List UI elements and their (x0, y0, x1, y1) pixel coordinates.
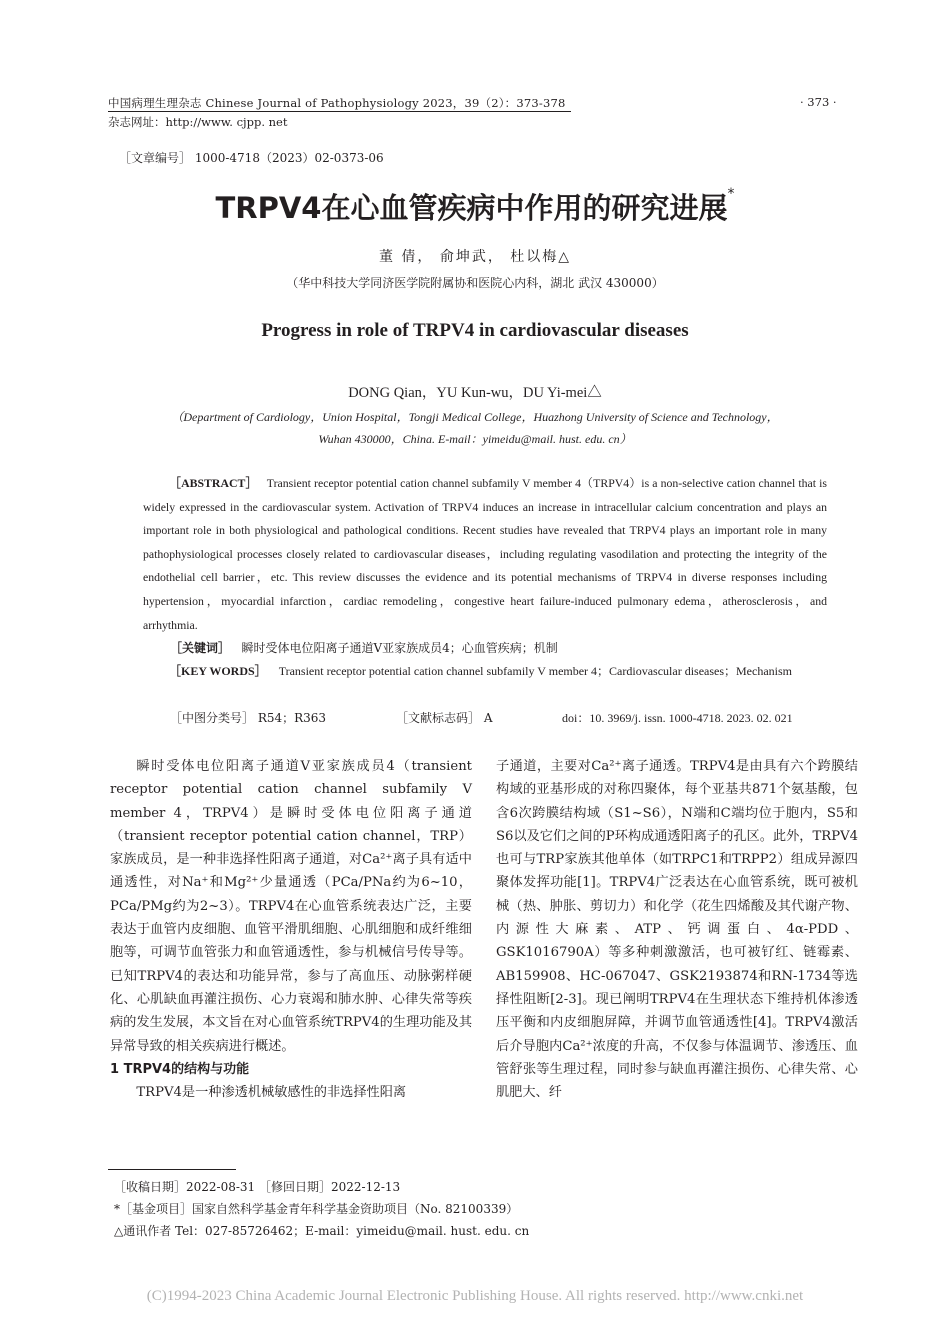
keywords-cn-label: ［关键词］ (170, 641, 231, 655)
body-left-column (110, 755, 472, 1104)
body-paragraph-intro: 瞬时受体电位阳离子通道Ⅴ亚家族成员4（transient receptor potential cation channel subfamily V member 4，TRPV4）是瞬时受体电位阳离子通道（transient receptor potential cation channel，TRP）家族成员，是一种非选择性阳离子通道，对Ca²⁺离子具有适中通透性，对Na⁺和Mg²⁺少量通透（PCa/PNa约为6~10，PCa/PMg约为2~3）。TRPV4在心血管系统表达广泛，主要表达于血管内皮细胞、血管平滑肌细胞、心肌细胞和成纤维细胞等，可调节血管张力和血管通透性，参与机械信号传导等。已知TRPV4的表达和功能异常，参与了高血压、动脉粥样硬化、心肌缺血再灌注损伤、心力衰竭和肺水肿、心律失常等疾病的发生发展，本文旨在对心血管系统TRPV4的生理功能及其异常导致的相关疾病进行概述。 (110, 759, 473, 1054)
journal-header: 中国病理生理杂志 Chinese Journal of Pathophysiology 2023，39（2）：373-378 (108, 96, 566, 110)
body-paragraph-continued: 子通道，主要对Ca²⁺离子通透。TRPV4是由具有六个跨膜结构域的亚基形成的对称四聚体，每个亚基共871个氨基酸，包含6次跨膜结构域（S1~S6），N端和C端均位于胞内，S5和S6以及它们之间的P环构成通透阳离子的孔区。此外，TRPV4也可与TRP家族其他单体（如TRPC1和TRPP2）组成异源四聚体发挥功能[1]。TRPV4广泛表达在心血管系统，既可被机械（热、肿胀、剪切力）和化学（花生四烯酸及其代谢产物、内源性大麻素、ATP、钙调蛋白、4α-PDD、GSK1016790A）等多种刺激激活，也可被钌红、链霉素、AB159908、HC-067047、GSK2193874和RN-1734等选择性阻断[2-3]。现已阐明TRPV4在生理状态下维持机体渗透压平衡和内皮细胞屏障，并调节血管通透性[4]。TRPV4激活后介导胞内Ca²⁺浓度的升高，不仅参与体温调节、渗透压、血管舒张等生理过程，同时参与缺血再灌注损伤、心律失常、心肌肥大、纤 (496, 759, 858, 1101)
affiliation-en (120, 406, 830, 450)
authors-en: DONG Qian，YU Kun-wu，DU Yi-mei△ (348, 385, 602, 401)
keywords-en-label: ［KEY WORDS］ (169, 664, 267, 678)
title-footnote-mark: * (727, 186, 735, 202)
affiliation-cn: （华中科技大学同济医学院附属协和医院心内科，湖北 武汉 430000） (286, 276, 664, 290)
classification-number: ［中图分类号］ R54；R363 (170, 711, 327, 725)
abstract-label: ［ABSTRACT］ (169, 476, 258, 490)
authors-cn: 董 倩， 俞坤武， 杜以梅△ (378, 249, 572, 265)
page-number: · 373 · (800, 95, 837, 109)
header-rule (108, 111, 571, 112)
article-number: ［文章编号］ 1000-4718（2023）02-0373-06 (119, 151, 384, 165)
corresponding-author: △通讯作者 Tel：027-85726462；E-mail：yimeidu@mail. hust. edu. cn (114, 1224, 530, 1238)
copyright-watermark: (C)1994-2023 China Academic Journal Electronic Publishing House. All rights reserved. http://www.cnki.net (146, 1288, 804, 1304)
footnote-rule (108, 1169, 236, 1170)
body-paragraph-section-1: TRPV4是一种渗透机械敏感性的非选择性阳离 (136, 1085, 407, 1101)
section-heading-1: 1 TRPV4的结构与功能 (110, 1061, 250, 1077)
funding-note: *［基金项目］国家自然科学基金青年科学基金资助项目（No. 82100339） (114, 1202, 519, 1216)
affiliation-en-line-2: Wuhan 430000，China. E-mail：yimeidu@mail. hust. edu. cn） (318, 432, 632, 446)
title-en: Progress in role of TRPV4 in cardiovascular diseases (261, 320, 689, 341)
keywords-cn-text: 瞬时受体电位阳离子通道Ⅴ亚家族成员4；心血管疾病；机制 (241, 641, 558, 655)
abstract-text: Transient receptor potential cation channel subfamily V member 4（TRPV4）is a non-selective cation channel that is widely expressed in the cardiovascular system. Activation of TRPV4 induces an increase in intracellular calcium concentration and plays an important role in both physiological and pathological conditions. Recent studies have revealed that TRPV4 plays an important role in many pathophysiological processes closely related to cardiovascular diseases，including regulating vasodilation and protecting the integrity of the endothelial cell barrier，etc. This review discusses the evidence and its potential mechanisms of TRPV4 in diverse responses including hypertension，myocardial infarction，cardiac remodeling，congestive heart failure-induced pulmonary edema，atherosclerosis，and arrhythmia. (143, 476, 827, 632)
document-code: ［文献标志码］ A (396, 711, 493, 725)
keywords-en-text: Transient receptor potential cation channel subfamily V member 4；Cardiovascular diseases；Mechanism (278, 664, 792, 678)
body-right-column (496, 755, 858, 1104)
title-cn-text: TRPV4在心血管疾病中作用的研究进展 (215, 191, 728, 225)
abstract (143, 472, 827, 637)
keywords-en (143, 660, 827, 684)
keywords-cn (170, 637, 558, 661)
affiliation-en-line-1: （Department of Cardiology，Union Hospital，Tongji Medical College，Huazhong University of Science and Technology， (171, 410, 779, 424)
doi: doi：10. 3969/j. issn. 1000-4718. 2023. 02. 021 (562, 711, 793, 725)
received-revised-dates: ［收稿日期］2022-08-31 ［修回日期］2022-12-13 (114, 1180, 401, 1194)
title-cn (0, 186, 950, 227)
journal-website: 杂志网址：http://www. cjpp. net (108, 115, 288, 129)
